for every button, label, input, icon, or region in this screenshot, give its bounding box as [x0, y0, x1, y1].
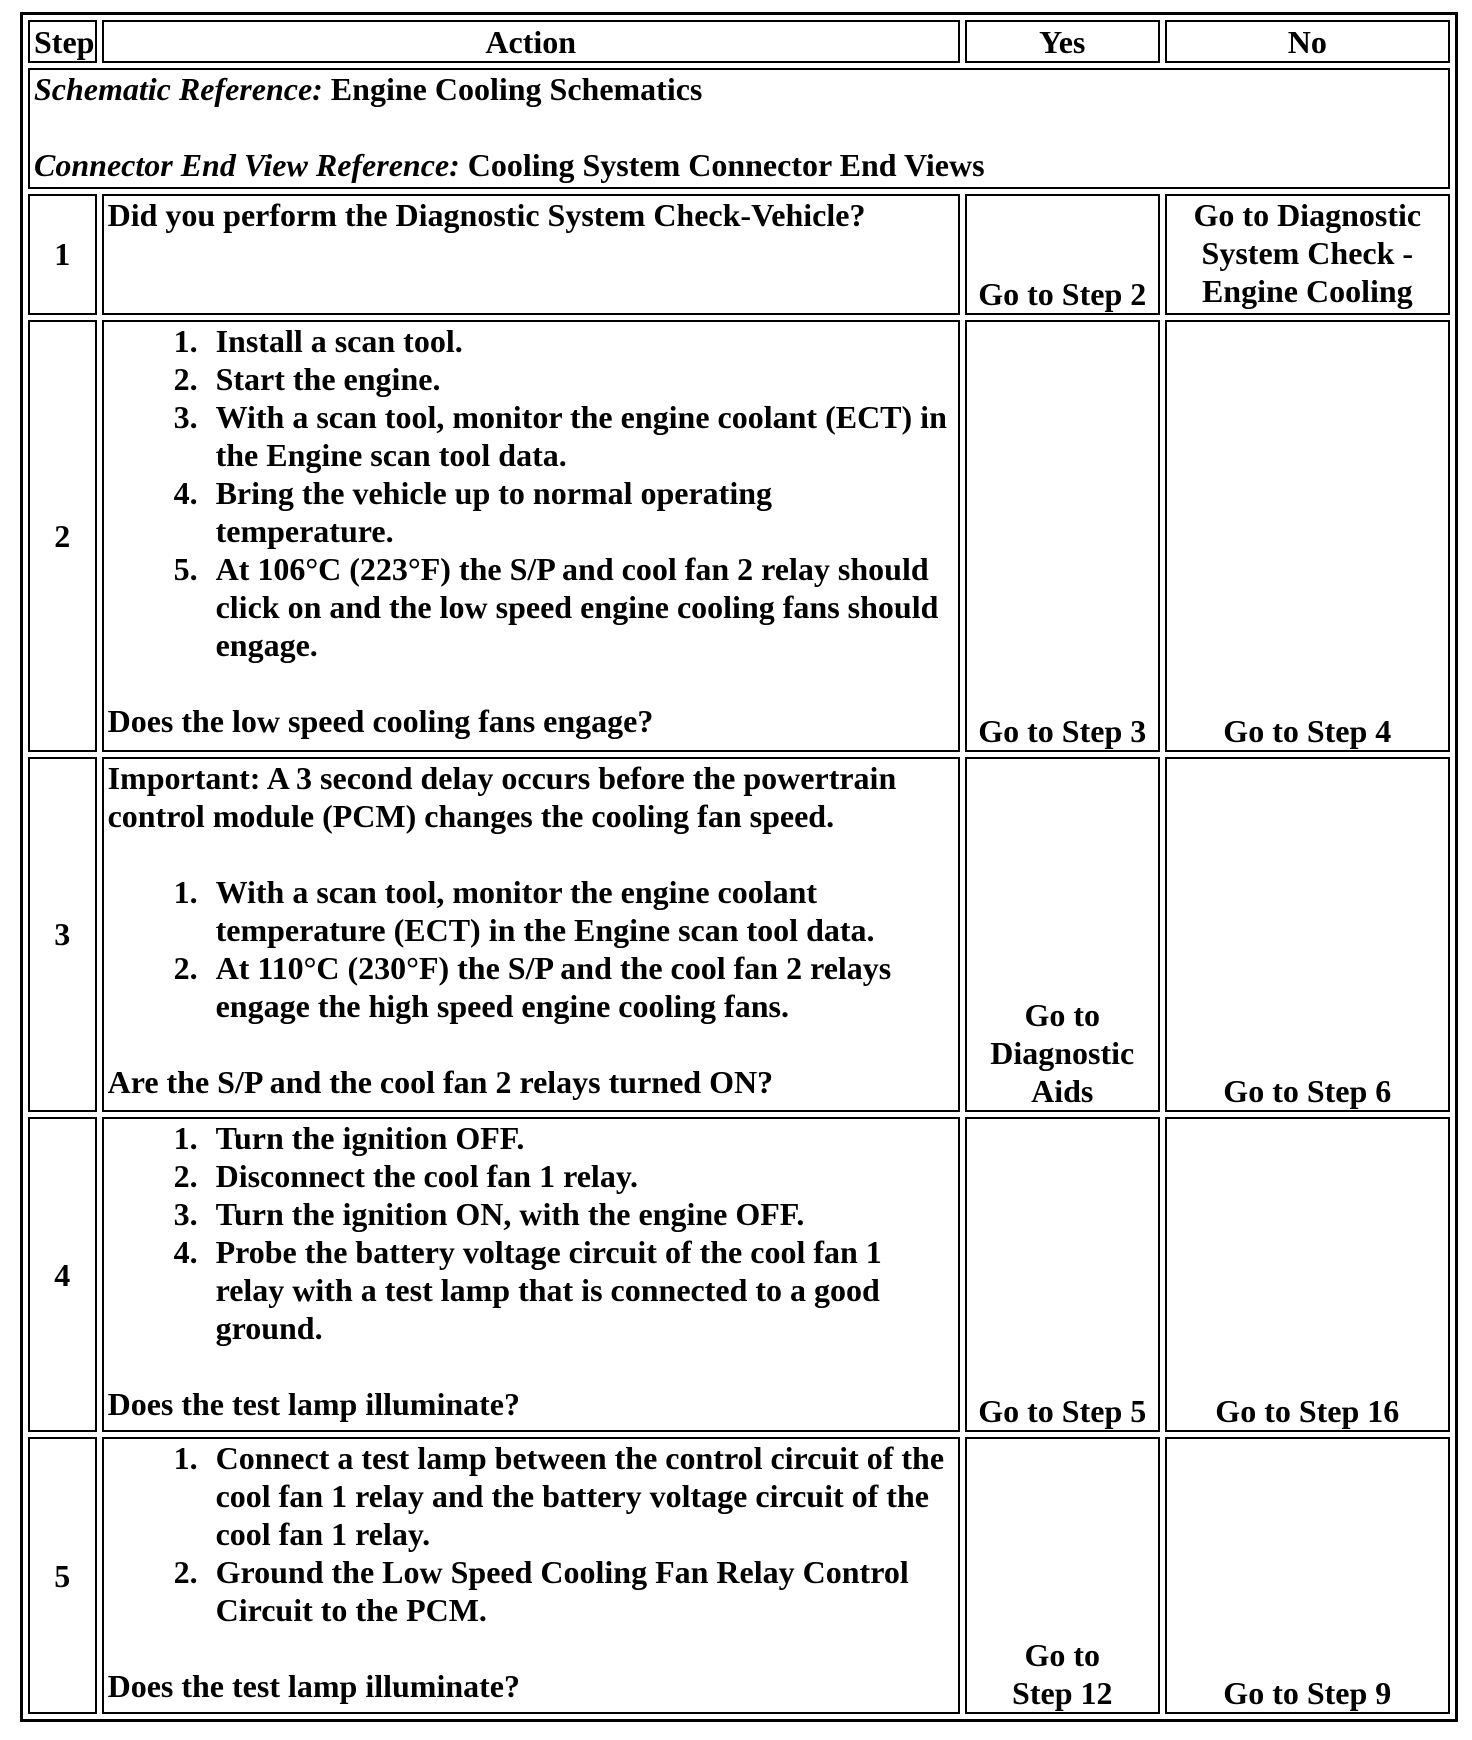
connector-reference-label: Connector End View Reference:	[34, 147, 460, 184]
reference-row	[28, 68, 1450, 189]
important-note: Important: A 3 second delay occurs before the powertrain control module (PCM) changes the cooling fan speed.	[107, 760, 897, 835]
action-cell	[102, 1117, 960, 1433]
list-item: 2. Disconnect the cool fan 1 relay.	[206, 1157, 954, 1195]
yes-result: Go to Step 2	[965, 194, 1160, 315]
action-cell	[102, 194, 960, 315]
step-number: 1	[28, 194, 97, 315]
header-yes: Yes	[965, 20, 1160, 63]
no-result: Go to Step 9	[1165, 1437, 1450, 1714]
instruction-list	[108, 1439, 954, 1629]
list-item: 2. Ground the Low Speed Cooling Fan Relay Control Circuit to the PCM.	[206, 1553, 954, 1629]
instruction-list	[108, 1119, 954, 1347]
list-item: 2. At 110°C (230°F) the S/P and the cool fan 2 relays engage the high speed engine cooling fans.	[206, 949, 954, 1025]
diagnostic-table	[20, 12, 1458, 1722]
connector-reference-value: Cooling System Connector End Views	[467, 147, 985, 184]
list-item: 4. Bring the vehicle up to normal operating temperature.	[206, 474, 954, 550]
yes-result: Go to Step 12	[965, 1437, 1160, 1714]
table-row	[28, 1117, 1450, 1433]
no-result: Go to Diagnostic System Check - Engine Cooling	[1165, 194, 1450, 315]
step-question: Does the test lamp illuminate?	[107, 1385, 520, 1422]
table-row	[28, 1437, 1450, 1714]
step-number: 3	[28, 757, 97, 1112]
table-row	[28, 757, 1450, 1112]
no-result: Go to Step 6	[1165, 757, 1450, 1112]
action-cell	[102, 320, 960, 752]
list-item: 5. At 106°C (223°F) the S/P and cool fan 2 relay should click on and the low speed engine cooling fans should engage.	[206, 550, 954, 664]
header-row	[28, 20, 1450, 63]
list-item: 1. With a scan tool, monitor the engine coolant temperature (ECT) in the Engine scan tool data.	[206, 873, 954, 949]
no-result: Go to Step 16	[1165, 1117, 1450, 1433]
table-row	[28, 320, 1450, 752]
step-number: 2	[28, 320, 97, 752]
step-question: Did you perform the Diagnostic System Check-Vehicle?	[107, 196, 866, 233]
yes-result: Go to Step 5	[965, 1117, 1160, 1433]
step-question: Are the S/P and the cool fan 2 relays turned ON?	[107, 1064, 774, 1101]
table-row	[28, 194, 1450, 315]
list-item: 1. Install a scan tool.	[206, 322, 954, 360]
reference-cell	[28, 68, 1450, 189]
header-step: Step	[28, 20, 97, 63]
schematic-reference-label: Schematic Reference:	[34, 71, 323, 108]
yes-result: Go to Diagnostic Aids	[965, 757, 1160, 1112]
no-result: Go to Step 4	[1165, 320, 1450, 752]
instruction-list	[108, 322, 954, 664]
action-cell	[102, 1437, 960, 1714]
yes-result: Go to Step 3	[965, 320, 1160, 752]
header-no: No	[1165, 20, 1450, 63]
list-item: 3. With a scan tool, monitor the engine coolant (ECT) in the Engine scan tool data.	[206, 398, 954, 474]
instruction-list	[108, 873, 954, 1025]
list-item: 3. Turn the ignition ON, with the engine OFF.	[206, 1195, 954, 1233]
step-question: Does the low speed cooling fans engage?	[107, 702, 654, 739]
list-item: 1. Turn the ignition OFF.	[206, 1119, 954, 1157]
list-item: 1. Connect a test lamp between the control circuit of the cool fan 1 relay and the battery voltage circuit of the cool fan 1 relay.	[206, 1439, 954, 1553]
step-number: 4	[28, 1117, 97, 1433]
step-question: Does the test lamp illuminate?	[107, 1668, 520, 1705]
step-number: 5	[28, 1437, 97, 1714]
list-item: 4. Probe the battery voltage circuit of the cool fan 1 relay with a test lamp that is connected to a good ground.	[206, 1233, 954, 1347]
header-action: Action	[102, 20, 960, 63]
action-cell	[102, 757, 960, 1112]
schematic-reference-value: Engine Cooling Schematics	[330, 71, 703, 108]
list-item: 2. Start the engine.	[206, 360, 954, 398]
